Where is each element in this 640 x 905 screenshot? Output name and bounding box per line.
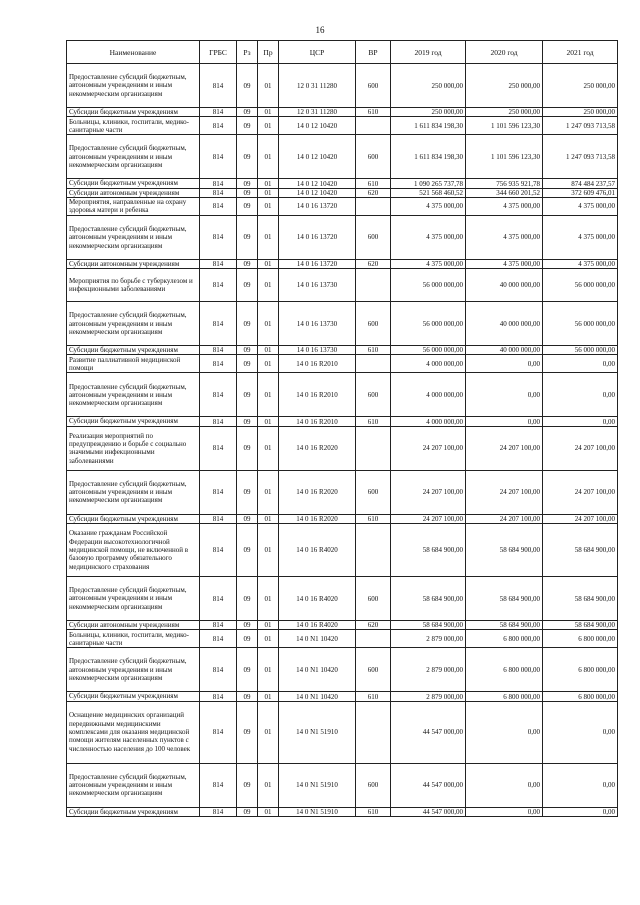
cell-2021: 874 484 237,57 — [543, 179, 618, 188]
cell-2019: 250 000,00 — [391, 108, 466, 117]
cell-2021: 0,00 — [543, 417, 618, 426]
table-row — [67, 108, 618, 117]
cell-rz: 09 — [237, 373, 258, 417]
cell-pr: 01 — [258, 179, 279, 188]
cell-rz: 09 — [237, 64, 258, 108]
table-row — [67, 269, 618, 302]
cell-grbs: 814 — [200, 117, 237, 135]
table-row — [67, 692, 618, 701]
cell-name: Предоставление субсидий бюджетным, автономным учреждениям и иным некоммерческим организациям — [67, 135, 200, 179]
cell-grbs: 814 — [200, 302, 237, 346]
cell-vr — [356, 426, 391, 470]
table-row — [67, 524, 618, 577]
cell-pr: 01 — [258, 269, 279, 302]
cell-grbs: 814 — [200, 417, 237, 426]
cell-name: Предоставление субсидий бюджетным, автономным учреждениям и иным некоммерческим организациям — [67, 215, 200, 259]
cell-pr: 01 — [258, 514, 279, 523]
cell-grbs: 814 — [200, 470, 237, 514]
cell-2019: 1 611 834 198,30 — [391, 135, 466, 179]
cell-pr: 01 — [258, 188, 279, 197]
cell-2020: 4 375 000,00 — [466, 215, 543, 259]
cell-2020: 6 800 000,00 — [466, 648, 543, 692]
table-row — [67, 259, 618, 268]
cell-vr: 600 — [356, 577, 391, 621]
cell-2019: 4 000 000,00 — [391, 355, 466, 373]
cell-pr: 01 — [258, 701, 279, 763]
cell-2019: 4 375 000,00 — [391, 197, 466, 215]
cell-name: Предоставление субсидий бюджетным, автономным учреждениям и иным некоммерческим организациям — [67, 577, 200, 621]
cell-2021: 58 684 900,00 — [543, 524, 618, 577]
cell-name: Субсидии автономным учреждениям — [67, 621, 200, 630]
table-row — [67, 346, 618, 355]
cell-name: Субсидии бюджетным учреждениям — [67, 179, 200, 188]
cell-2019: 2 879 000,00 — [391, 648, 466, 692]
cell-csr: 14 0 16 13720 — [279, 215, 356, 259]
cell-2020: 250 000,00 — [466, 108, 543, 117]
table-row — [67, 355, 618, 373]
cell-pr: 01 — [258, 621, 279, 630]
cell-2019: 24 207 100,00 — [391, 470, 466, 514]
cell-vr: 600 — [356, 135, 391, 179]
cell-pr: 01 — [258, 346, 279, 355]
cell-rz: 09 — [237, 346, 258, 355]
cell-pr: 01 — [258, 117, 279, 135]
cell-2019: 56 000 000,00 — [391, 269, 466, 302]
cell-csr: 14 0 N1 51910 — [279, 701, 356, 763]
cell-2020: 344 660 201,52 — [466, 188, 543, 197]
cell-vr: 600 — [356, 64, 391, 108]
cell-grbs: 814 — [200, 373, 237, 417]
cell-name: Больницы, клиники, госпитали, медико-санитарные части — [67, 630, 200, 648]
cell-pr: 01 — [258, 215, 279, 259]
cell-grbs: 814 — [200, 135, 237, 179]
header-2021: 2021 год — [543, 41, 618, 64]
cell-2021: 58 684 900,00 — [543, 621, 618, 630]
cell-name: Предоставление субсидий бюджетным, автономным учреждениям и иным некоммерческим организациям — [67, 763, 200, 807]
cell-csr: 14 0 12 10420 — [279, 117, 356, 135]
cell-rz: 09 — [237, 259, 258, 268]
cell-2020: 58 684 900,00 — [466, 621, 543, 630]
table-row — [67, 470, 618, 514]
cell-2021: 56 000 000,00 — [543, 269, 618, 302]
table-row — [67, 64, 618, 108]
cell-vr: 610 — [356, 417, 391, 426]
cell-csr: 14 0 16 R2020 — [279, 470, 356, 514]
table-row — [67, 417, 618, 426]
cell-csr: 14 0 N1 10420 — [279, 630, 356, 648]
cell-rz: 09 — [237, 197, 258, 215]
cell-vr: 620 — [356, 188, 391, 197]
header-name: Наименование — [67, 41, 200, 64]
cell-rz: 09 — [237, 302, 258, 346]
cell-2021: 56 000 000,00 — [543, 302, 618, 346]
cell-2021: 4 375 000,00 — [543, 197, 618, 215]
cell-grbs: 814 — [200, 179, 237, 188]
table-row — [67, 621, 618, 630]
cell-name: Развитие паллиативной медицинской помощи — [67, 355, 200, 373]
cell-vr: 600 — [356, 470, 391, 514]
cell-csr: 14 0 16 R4020 — [279, 621, 356, 630]
cell-2021: 250 000,00 — [543, 108, 618, 117]
cell-vr: 600 — [356, 648, 391, 692]
header-pr: Пр — [258, 41, 279, 64]
cell-2020: 40 000 000,00 — [466, 346, 543, 355]
cell-2019: 44 547 000,00 — [391, 763, 466, 807]
table-row — [67, 807, 618, 816]
cell-2021: 250 000,00 — [543, 64, 618, 108]
cell-grbs: 814 — [200, 426, 237, 470]
cell-2020: 0,00 — [466, 355, 543, 373]
cell-2021: 56 000 000,00 — [543, 346, 618, 355]
cell-csr: 14 0 16 R4020 — [279, 524, 356, 577]
cell-2020: 58 684 900,00 — [466, 524, 543, 577]
cell-2020: 40 000 000,00 — [466, 269, 543, 302]
cell-2019: 56 000 000,00 — [391, 302, 466, 346]
cell-2019: 58 684 900,00 — [391, 577, 466, 621]
cell-rz: 09 — [237, 648, 258, 692]
cell-csr: 14 0 16 R2020 — [279, 514, 356, 523]
cell-rz: 09 — [237, 355, 258, 373]
cell-name: Субсидии бюджетным учреждениям — [67, 514, 200, 523]
cell-csr: 14 0 N1 10420 — [279, 692, 356, 701]
cell-vr — [356, 355, 391, 373]
cell-grbs: 814 — [200, 108, 237, 117]
cell-name: Субсидии бюджетным учреждениям — [67, 108, 200, 117]
cell-2020: 756 935 921,78 — [466, 179, 543, 188]
table-row — [67, 188, 618, 197]
cell-csr: 14 0 16 R2020 — [279, 426, 356, 470]
cell-2020: 250 000,00 — [466, 64, 543, 108]
table-row — [67, 701, 618, 763]
cell-csr: 14 0 N1 51910 — [279, 763, 356, 807]
cell-2021: 4 375 000,00 — [543, 259, 618, 268]
cell-grbs: 814 — [200, 355, 237, 373]
cell-vr: 620 — [356, 621, 391, 630]
cell-pr: 01 — [258, 470, 279, 514]
cell-vr: 610 — [356, 108, 391, 117]
cell-2019: 1 611 834 198,30 — [391, 117, 466, 135]
cell-vr: 600 — [356, 763, 391, 807]
cell-2019: 2 879 000,00 — [391, 630, 466, 648]
table-row — [67, 135, 618, 179]
cell-pr: 01 — [258, 302, 279, 346]
cell-pr: 01 — [258, 135, 279, 179]
table-row — [67, 373, 618, 417]
header-2019: 2019 год — [391, 41, 466, 64]
cell-pr: 01 — [258, 417, 279, 426]
table-row — [67, 197, 618, 215]
cell-2021: 24 207 100,00 — [543, 514, 618, 523]
cell-pr: 01 — [258, 259, 279, 268]
table-row — [67, 630, 618, 648]
cell-grbs: 814 — [200, 577, 237, 621]
cell-name: Субсидии автономным учреждениям — [67, 259, 200, 268]
cell-name: Субсидии бюджетным учреждениям — [67, 692, 200, 701]
cell-grbs: 814 — [200, 692, 237, 701]
cell-vr: 600 — [356, 215, 391, 259]
cell-2019: 2 879 000,00 — [391, 692, 466, 701]
cell-2019: 1 090 265 737,78 — [391, 179, 466, 188]
cell-2019: 4 375 000,00 — [391, 259, 466, 268]
cell-vr: 610 — [356, 807, 391, 816]
cell-2019: 58 684 900,00 — [391, 621, 466, 630]
table-header-row — [67, 41, 618, 64]
cell-vr: 610 — [356, 692, 391, 701]
cell-2020: 4 375 000,00 — [466, 259, 543, 268]
cell-csr: 14 0 12 10420 — [279, 179, 356, 188]
cell-name: Предоставление субсидий бюджетным, автономным учреждениям и иным некоммерческим организациям — [67, 648, 200, 692]
cell-vr: 610 — [356, 514, 391, 523]
cell-csr: 14 0 16 R4020 — [279, 577, 356, 621]
page-number: 16 — [315, 25, 325, 35]
cell-pr: 01 — [258, 108, 279, 117]
cell-2021: 0,00 — [543, 355, 618, 373]
cell-grbs: 814 — [200, 701, 237, 763]
cell-rz: 09 — [237, 692, 258, 701]
cell-rz: 09 — [237, 269, 258, 302]
cell-name: Предоставление субсидий бюджетным, автономным учреждениям и иным некоммерческим организациям — [67, 64, 200, 108]
cell-2020: 0,00 — [466, 807, 543, 816]
cell-name: Мероприятия по борьбе с туберкулезом и инфекционными заболеваниями — [67, 269, 200, 302]
table-row — [67, 648, 618, 692]
cell-rz: 09 — [237, 630, 258, 648]
cell-rz: 09 — [237, 108, 258, 117]
cell-2021: 372 609 476,01 — [543, 188, 618, 197]
cell-grbs: 814 — [200, 197, 237, 215]
table-body — [67, 64, 618, 817]
cell-2020: 0,00 — [466, 373, 543, 417]
table-row — [67, 763, 618, 807]
cell-vr: 600 — [356, 373, 391, 417]
table-row — [67, 302, 618, 346]
cell-name: Субсидии бюджетным учреждениям — [67, 417, 200, 426]
cell-2020: 24 207 100,00 — [466, 426, 543, 470]
cell-rz: 09 — [237, 524, 258, 577]
cell-2021: 24 207 100,00 — [543, 470, 618, 514]
cell-2020: 0,00 — [466, 701, 543, 763]
table-row — [67, 215, 618, 259]
cell-2019: 24 207 100,00 — [391, 426, 466, 470]
cell-rz: 09 — [237, 117, 258, 135]
cell-pr: 01 — [258, 524, 279, 577]
cell-pr: 01 — [258, 64, 279, 108]
header-vr: ВР — [356, 41, 391, 64]
cell-csr: 14 0 12 10420 — [279, 135, 356, 179]
cell-vr: 610 — [356, 346, 391, 355]
cell-2019: 4 000 000,00 — [391, 373, 466, 417]
cell-name: Оснащение медицинских организаций передвижными медицинскими комплексами для оказания медицинской помощи жителям населенных пунктов с численностью населения до 100 человек — [67, 701, 200, 763]
header-grbs: ГРБС — [200, 41, 237, 64]
cell-pr: 01 — [258, 692, 279, 701]
cell-grbs: 814 — [200, 346, 237, 355]
cell-2019: 56 000 000,00 — [391, 346, 466, 355]
cell-rz: 09 — [237, 701, 258, 763]
cell-2021: 1 247 093 713,58 — [543, 135, 618, 179]
cell-name: Оказание гражданам Российской Федерации высокотехнологичной медицинской помощи, не включенной в базовую программу обязательного медицинского страхования — [67, 524, 200, 577]
cell-name: Предоставление субсидий бюджетным, автономным учреждениям и иным некоммерческим организациям — [67, 302, 200, 346]
cell-name: Предоставление субсидий бюджетным, автономным учреждениям и иным некоммерческим организациям — [67, 373, 200, 417]
cell-csr: 14 0 16 13730 — [279, 269, 356, 302]
cell-rz: 09 — [237, 577, 258, 621]
cell-csr: 14 0 16 13720 — [279, 259, 356, 268]
cell-pr: 01 — [258, 355, 279, 373]
cell-name: Больницы, клиники, госпитали, медико-санитарные части — [67, 117, 200, 135]
cell-2020: 58 684 900,00 — [466, 577, 543, 621]
cell-csr: 14 0 16 13730 — [279, 346, 356, 355]
cell-2021: 6 800 000,00 — [543, 630, 618, 648]
cell-grbs: 814 — [200, 630, 237, 648]
cell-2021: 58 684 900,00 — [543, 577, 618, 621]
cell-rz: 09 — [237, 426, 258, 470]
header-rz: Рз — [237, 41, 258, 64]
cell-2021: 24 207 100,00 — [543, 426, 618, 470]
cell-csr: 14 0 12 10420 — [279, 188, 356, 197]
cell-2021: 4 375 000,00 — [543, 215, 618, 259]
cell-csr: 12 0 31 11280 — [279, 108, 356, 117]
cell-rz: 09 — [237, 763, 258, 807]
table-row — [67, 426, 618, 470]
cell-2020: 1 101 596 123,30 — [466, 135, 543, 179]
cell-rz: 09 — [237, 215, 258, 259]
cell-2020: 0,00 — [466, 763, 543, 807]
cell-vr: 620 — [356, 259, 391, 268]
cell-pr: 01 — [258, 630, 279, 648]
cell-grbs: 814 — [200, 259, 237, 268]
cell-name: Субсидии бюджетным учреждениям — [67, 346, 200, 355]
cell-grbs: 814 — [200, 64, 237, 108]
cell-pr: 01 — [258, 807, 279, 816]
cell-2019: 4 000 000,00 — [391, 417, 466, 426]
cell-grbs: 814 — [200, 807, 237, 816]
cell-csr: 14 0 16 13720 — [279, 197, 356, 215]
table-row — [67, 117, 618, 135]
cell-2019: 4 375 000,00 — [391, 215, 466, 259]
header-csr: ЦСР — [279, 41, 356, 64]
cell-grbs: 814 — [200, 763, 237, 807]
header-2020: 2020 год — [466, 41, 543, 64]
cell-csr: 14 0 N1 51910 — [279, 807, 356, 816]
cell-grbs: 814 — [200, 524, 237, 577]
cell-grbs: 814 — [200, 648, 237, 692]
table-row — [67, 514, 618, 523]
cell-2021: 6 800 000,00 — [543, 648, 618, 692]
cell-2019: 250 000,00 — [391, 64, 466, 108]
cell-rz: 09 — [237, 417, 258, 426]
cell-csr: 14 0 16 R2010 — [279, 373, 356, 417]
cell-2021: 0,00 — [543, 763, 618, 807]
cell-2021: 0,00 — [543, 373, 618, 417]
cell-2021: 6 800 000,00 — [543, 692, 618, 701]
cell-pr: 01 — [258, 577, 279, 621]
cell-rz: 09 — [237, 807, 258, 816]
cell-rz: 09 — [237, 179, 258, 188]
cell-name: Мероприятия, направленные на охрану здоровья матери и ребенка — [67, 197, 200, 215]
cell-2020: 24 207 100,00 — [466, 514, 543, 523]
budget-table — [66, 40, 618, 817]
cell-pr: 01 — [258, 648, 279, 692]
cell-grbs: 814 — [200, 188, 237, 197]
cell-grbs: 814 — [200, 269, 237, 302]
cell-rz: 09 — [237, 470, 258, 514]
cell-2019: 521 568 460,52 — [391, 188, 466, 197]
cell-vr: 610 — [356, 179, 391, 188]
cell-grbs: 814 — [200, 621, 237, 630]
cell-name: Субсидии бюджетным учреждениям — [67, 807, 200, 816]
cell-2020: 1 101 596 123,30 — [466, 117, 543, 135]
cell-vr — [356, 269, 391, 302]
cell-csr: 14 0 16 13730 — [279, 302, 356, 346]
cell-pr: 01 — [258, 373, 279, 417]
table-row — [67, 577, 618, 621]
cell-vr: 600 — [356, 302, 391, 346]
cell-2020: 6 800 000,00 — [466, 630, 543, 648]
cell-rz: 09 — [237, 514, 258, 523]
cell-2020: 0,00 — [466, 417, 543, 426]
cell-2020: 6 800 000,00 — [466, 692, 543, 701]
cell-csr: 14 0 16 R2010 — [279, 417, 356, 426]
cell-name: Субсидии автономным учреждениям — [67, 188, 200, 197]
cell-2019: 58 684 900,00 — [391, 524, 466, 577]
cell-2021: 0,00 — [543, 701, 618, 763]
cell-rz: 09 — [237, 188, 258, 197]
table-row — [67, 179, 618, 188]
cell-2021: 1 247 093 713,58 — [543, 117, 618, 135]
cell-pr: 01 — [258, 197, 279, 215]
cell-rz: 09 — [237, 135, 258, 179]
cell-2020: 4 375 000,00 — [466, 197, 543, 215]
cell-2021: 0,00 — [543, 807, 618, 816]
cell-name: Предоставление субсидий бюджетным, автономным учреждениям и иным некоммерческим организациям — [67, 470, 200, 514]
cell-name: Реализация мероприятий по предупреждению и борьбе с социально значимыми инфекционными заболеваниями — [67, 426, 200, 470]
cell-vr — [356, 197, 391, 215]
cell-grbs: 814 — [200, 215, 237, 259]
cell-2019: 24 207 100,00 — [391, 514, 466, 523]
cell-vr — [356, 117, 391, 135]
cell-pr: 01 — [258, 763, 279, 807]
cell-pr: 01 — [258, 426, 279, 470]
cell-rz: 09 — [237, 621, 258, 630]
cell-vr — [356, 524, 391, 577]
cell-2020: 24 207 100,00 — [466, 470, 543, 514]
cell-2020: 40 000 000,00 — [466, 302, 543, 346]
cell-csr: 14 0 N1 10420 — [279, 648, 356, 692]
cell-2019: 44 547 000,00 — [391, 807, 466, 816]
cell-2019: 44 547 000,00 — [391, 701, 466, 763]
cell-grbs: 814 — [200, 514, 237, 523]
cell-csr: 12 0 31 11280 — [279, 64, 356, 108]
cell-csr: 14 0 16 R2010 — [279, 355, 356, 373]
cell-vr — [356, 630, 391, 648]
cell-vr — [356, 701, 391, 763]
